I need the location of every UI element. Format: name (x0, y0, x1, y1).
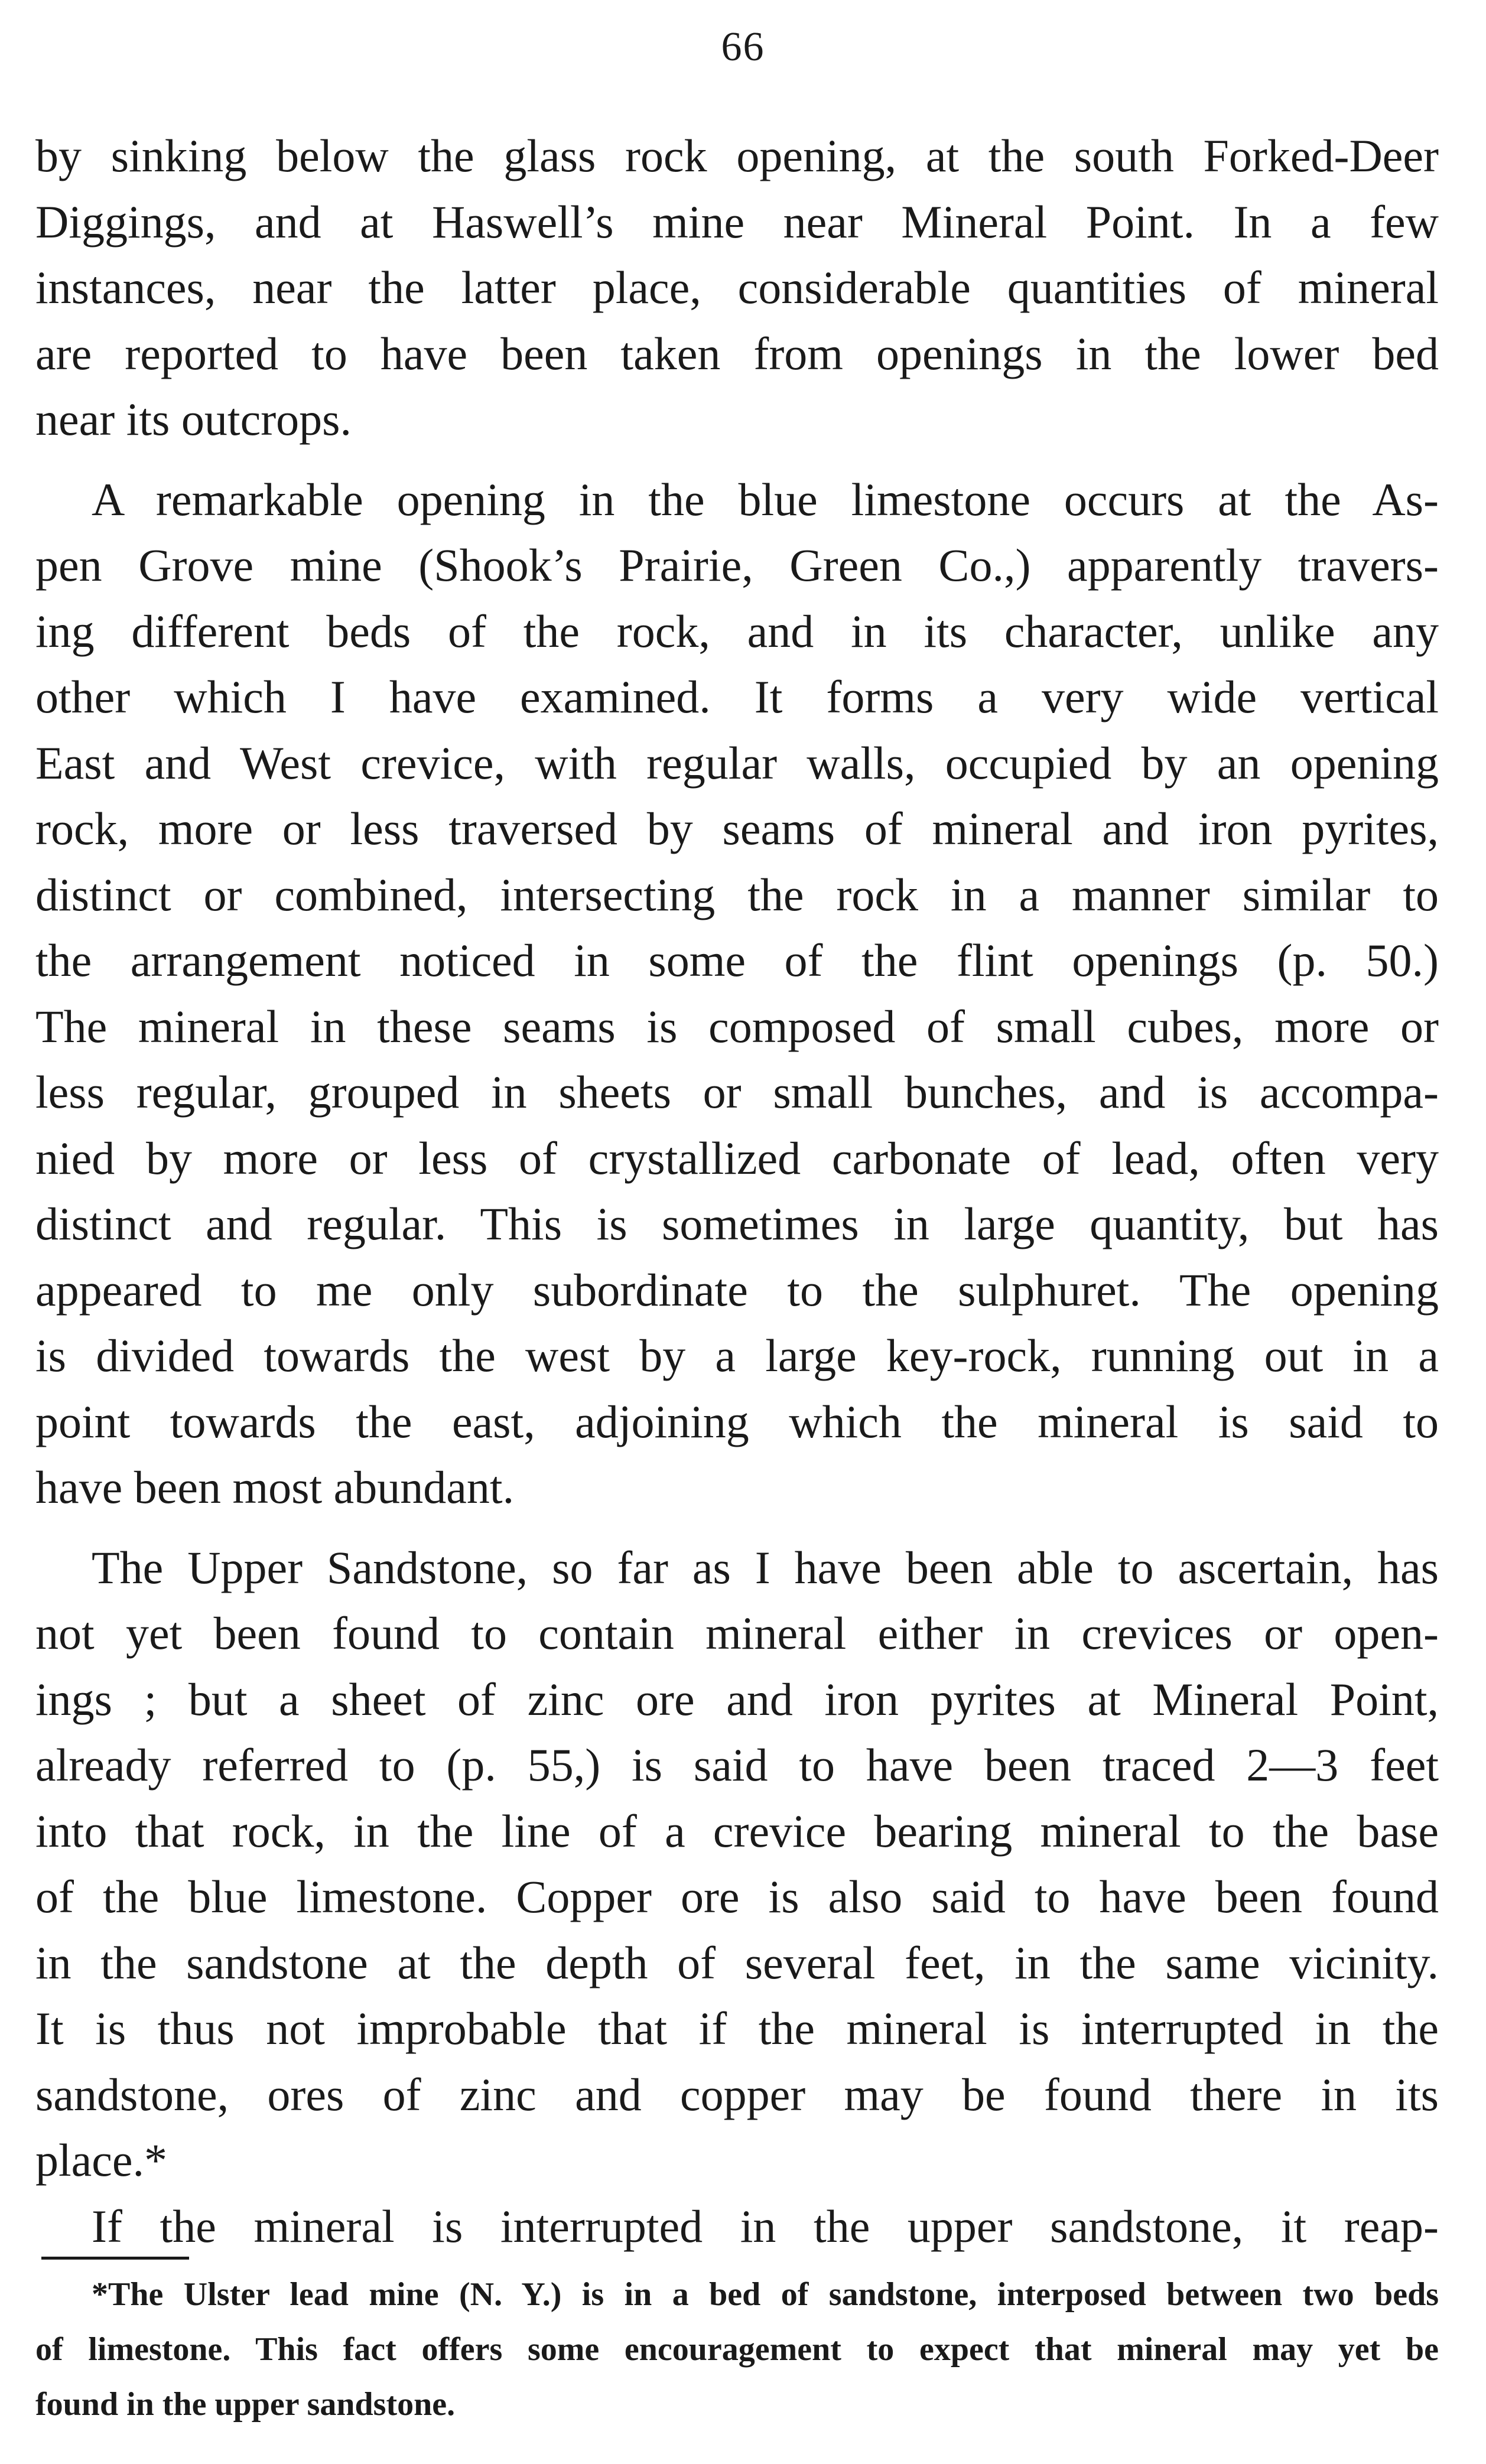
footnote-line: found in the upper sandstone. (35, 2386, 456, 2423)
page-number: 66 (721, 24, 765, 70)
text-line: not yet been found to contain mineral either in crevices or open- (35, 1607, 1439, 1659)
text-line: appeared to me only subordinate to the sulphuret. The opening (35, 1264, 1439, 1316)
text-line: ing different beds of the rock, and in its character, unlike any (35, 605, 1439, 657)
text-line: ings ; but a sheet of zinc ore and iron pyrites at Mineral Point, (35, 1673, 1439, 1725)
text-line: near its outcrops. (35, 393, 352, 445)
text-line: other which I have examined. It forms a very wide vertical (35, 671, 1439, 722)
text-line: already referred to (p. 55,) is said to have been traced 2—3 feet (35, 1739, 1439, 1791)
paragraph (35, 1535, 1439, 2193)
text-line: pen Grove mine (Shook’s Prairie, Green Co.,) apparently travers- (35, 539, 1439, 591)
footnote (35, 2267, 1439, 2432)
text-line: instances, near the latter place, considerable quantities of mineral (35, 262, 1439, 313)
text-line: are reported to have been taken from openings in the lower bed (35, 327, 1439, 379)
paragraph-gap (35, 1521, 1439, 1535)
text-line: have been most abundant. (35, 1462, 515, 1513)
text-line: A remarkable opening in the blue limestone occurs at the As- (92, 473, 1439, 525)
footnote-line: *The Ulster lead mine (N. Y.) is in a bed of sandstone, interposed between two beds (92, 2276, 1439, 2313)
text-line: less regular, grouped in sheets or small bunches, and is accompa- (35, 1066, 1439, 1118)
paragraph (35, 123, 1439, 453)
text-line: The Upper Sandstone, so far as I have been able to ascertain, has (92, 1541, 1439, 1593)
text-line: sandstone, ores of zinc and copper may be found there in its (35, 2068, 1439, 2120)
text-line: is divided towards the west by a large key-rock, running out in a (35, 1330, 1439, 1381)
text-line: into that rock, in the line of a crevice bearing mineral to the base (35, 1805, 1439, 1857)
footnote-rule (41, 2257, 189, 2260)
paragraph (35, 2193, 1439, 2260)
text-line: of the blue limestone. Copper ore is also said to have been found (35, 1871, 1439, 1922)
text-line: Diggings, and at Haswell’s mine near Mineral Point. In a few (35, 196, 1439, 248)
text-line: distinct and regular. This is sometimes in large quantity, but has (35, 1198, 1439, 1249)
text-line: point towards the east, adjoining which the mineral is said to (35, 1395, 1439, 1447)
body-text (35, 123, 1439, 2259)
paragraph-gap (35, 453, 1439, 467)
text-line: The mineral in these seams is composed of small cubes, more or (35, 1000, 1439, 1052)
text-line: rock, more or less traversed by seams of mineral and iron pyrites, (35, 803, 1439, 854)
text-line: It is thus not improbable that if the mineral is interrupted in the (35, 2003, 1439, 2054)
text-line: by sinking below the glass rock opening, at the south Forked-Deer (35, 130, 1439, 181)
text-line: distinct or combined, intersecting the rock in a manner similar to (35, 868, 1439, 920)
text-line: If the mineral is interrupted in the upper sandstone, it reap- (92, 2200, 1439, 2252)
text-line: East and West crevice, with regular walls, occupied by an opening (35, 737, 1439, 789)
footnote-line: of limestone. This fact offers some encouragement to expect that mineral may yet be (35, 2331, 1439, 2368)
text-line: the arrangement noticed in some of the flint openings (p. 50.) (35, 935, 1439, 986)
text-line: nied by more or less of crystallized carbonate of lead, often very (35, 1132, 1439, 1184)
paragraph (35, 467, 1439, 1521)
text-line: place.* (35, 2134, 168, 2186)
text-line: in the sandstone at the depth of several feet, in the same vicinity. (35, 1936, 1439, 1988)
